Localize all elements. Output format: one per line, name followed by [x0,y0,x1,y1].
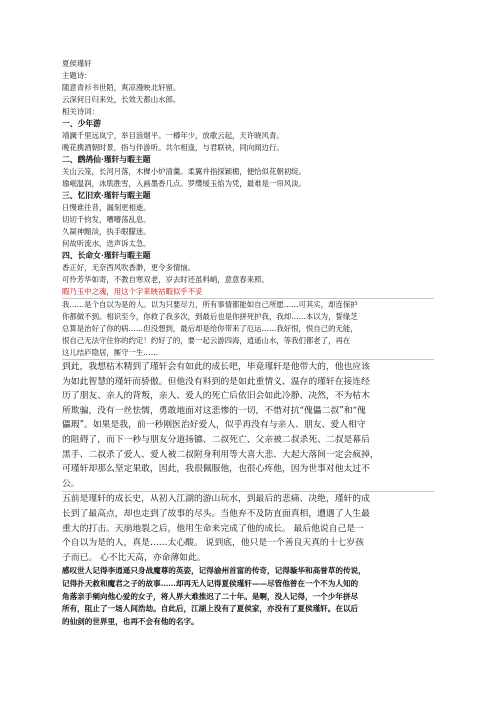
section-line: 香正好，无奈西风吹香渺，更令多情恼。 [62,263,196,272]
section-heading: 三、忆旧欢·瑾轩与暇主题 [62,191,151,200]
essay-line: 可瑾轩却那么坚定果敢，因此，我很佩服他，也很心疼他，因为世事对他太过不 [62,464,370,475]
document-body [62,58,434,628]
section-heading: 四、长命女·瑾轩与暇主题 [62,251,151,260]
section-heading: 二、鹧鸪仙·瑾轩与暇主题 [62,155,151,164]
section-line: 久凝神黯淡，执手眼朦迷。 [62,227,151,236]
essay-line: 重大的打击。天崩地裂之后，他用生命来完成了他的成长。 最后他说自己是一 [62,523,364,534]
essay-line: 的阻碍了，而下一秒与朋友分道扬镳、二叔死亡、父亲被二叔杀死、二叔是幕后 [62,434,370,445]
essay-line: 个自以为是的人，真是……太心酸。 说到底，他只是一个善良天真的十七岁孩 [62,538,364,549]
section-line: 瑜岷温润，冰肌胜雪，入画墨香几点。罗缨缓玉焰为凭，最难是一帘风淡。 [62,179,306,188]
section-line: 关山云笼，长河月落，木樨小炉清羹。柔翼并指探颖楣，便恰似花朝初绽。 [62,167,306,176]
theme-poem-line: 云深何日归来处，长效天都山水郎。 [62,95,181,104]
essay-line: 儡瑕”。如果是我，前一秒刚医治好爱人，似乎再没有与亲人、朋友、爱人相守 [62,420,366,431]
theme-poem-label: 主题诗： [62,71,92,80]
essay-line: 子而已。 心不比天高，亦命薄如此。 [62,552,206,563]
related-poems-label: 相关诗词： [62,107,99,116]
section-heading: 一、少年游 [62,119,101,128]
section-line: 日慢谁往昔，漏刻更相逝。 [62,203,151,212]
section-line: 靖澜千里远岚宁，举目浪烟平。一樽年少，放歌云起，天许晓风青。 [62,131,284,140]
bold-paragraph-line: 的仙剑的世界里，也再不会有他的名字。 [62,616,199,626]
quote-line: 总算是治好了你的病……但没想到，最后却是给你带来了厄运……我好恨，恨自己的无能， [62,324,358,333]
quote-line: 我……是个自以为是的人。以为只要尽力，所有事情都能如自己所愿……可其实，却连保护 [62,300,358,309]
essay-line: 长到了最高点，却也走到了故事的尽头。当他弃不及防直面真相，遭遇了人生最 [62,508,370,519]
section-line: 何故听流水，迭声诉太急。 [62,239,151,248]
red-comment: 暇乃玉中之魂，用这个字来映祜暇似乎不妥 [62,287,203,296]
essay-line: 黑手、二叔杀了爱人、爱人被二叔附身利用等大喜大悲、大起大落间一定会疯掉， [62,449,379,460]
bold-paragraph-line: 角落亲手剜向他心爱的女子，将人界大难推迟了二十年。是啊，没人记得，一个少年拼尽 [62,591,359,601]
essay-line: 五前是瑾轩的成长史，从初入江湖的游山玩水，到最后的悲痛、决绝，瑾轩的成 [62,494,370,505]
bold-paragraph-line: 记得扑天救和魔君之子的故事……却再无人记得夏侯瑾轩——尽管他曾在一个不为人知的 [62,578,359,588]
section-line: 可怜芳华如寄，不教自寒双老，岁去时还虽料峭，意意春来照。 [62,275,269,284]
section-line: 切切千钧发，嘈嘈荡乱息。 [62,215,151,224]
essay-line: 历了朋友、亲人的背叛，亲人、爱人的死亡后依旧会如此冷静、决然，不为枯木 [62,391,370,402]
doc-title: 夏侯瑾轩 [62,59,92,68]
essay-line: 所欺骗，没有一丝怯懦，勇敢地面对这悲惨的一切，不惜对抗“傀儡二叔”和“傀 [62,405,366,416]
essay-line: 到此，我想枯木精到了瑾轩会有如此的成长吧，毕竟瑾轩是他带大的，他也应该 [62,362,370,372]
quote-line: 这儿结庐隐居，厮守一生…… [62,348,159,357]
theme-poem-line: 随意青衫书世陌，爽凉漫映北轩留。 [62,83,181,92]
bold-paragraph-line: 所有，阻止了一场人间浩劫。自此后，江湖上没有了夏侯家，亦没有了夏侯瑾轩。在以后 [62,604,359,614]
section-line: 晚花携酒朝时景，指与伴游听。共尔相逢，与君联袂，同向闻边行。 [62,143,284,152]
essay-line: 为如此智慧的瑾轩而骄傲。但他没有料到的是如此重情义、温存的瑾轩在接连经 [62,376,370,387]
quote-line: 你都做不到。相识至今，你救了我多次，到最后也是你拼死护我，我却……本以为，誓缘芝 [62,312,358,321]
quote-line: 恨自己无法守住你的约定！约好了的，要一起云游四海，逍遥山水，等我们都老了，再在 [62,336,351,345]
essay-line: 公。 [62,478,80,489]
bold-paragraph-line: 感叹世人记得李逍遥只身战魔尊的英姿，记得渝州首富的传奇，记得璇华和高誉草的传说， [62,566,366,576]
